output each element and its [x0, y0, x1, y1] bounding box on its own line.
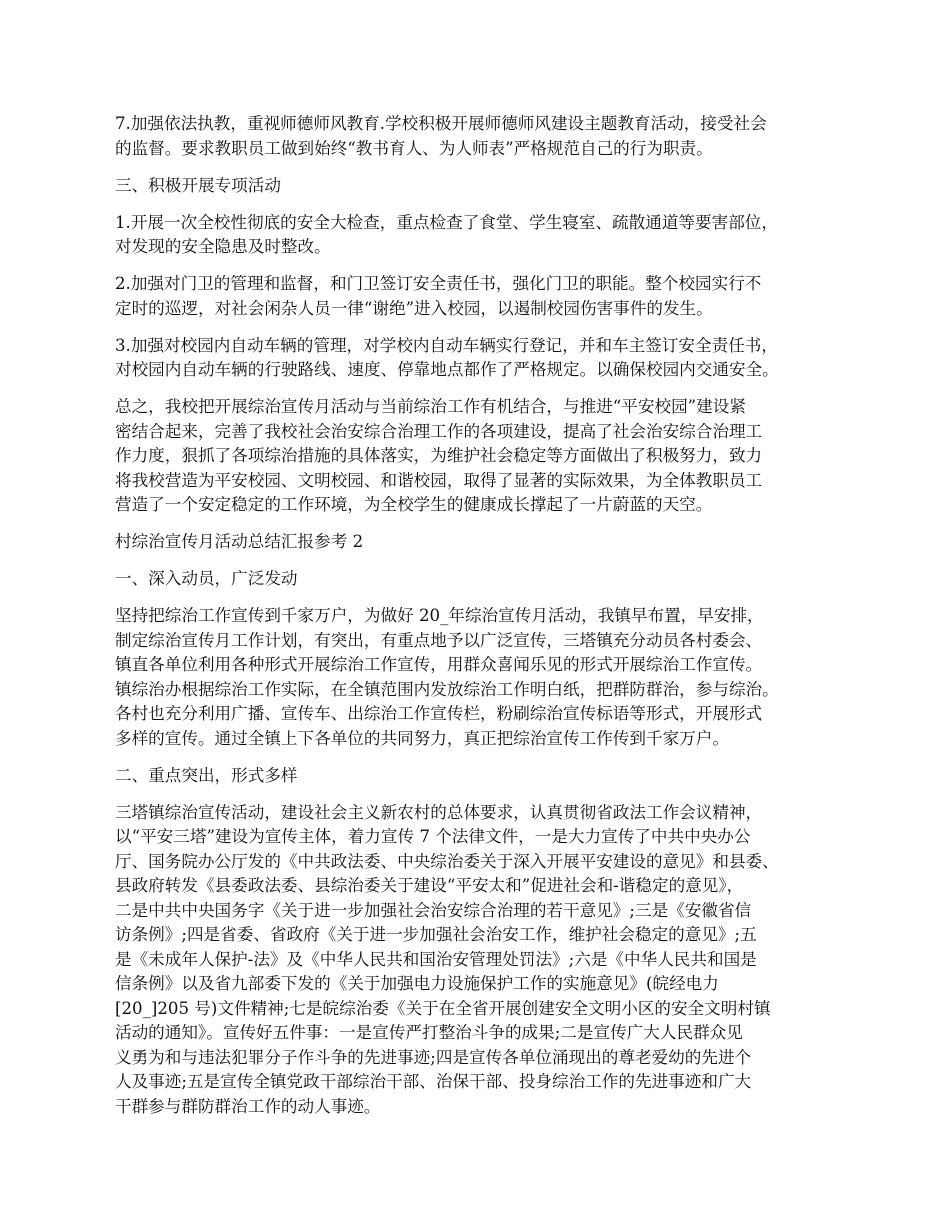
- paragraph-item-3: 3.加强对校园内自动车辆的管理，对学校内自动车辆实行登记，并和车主签订安全责任书， 对校园内自动车辆的行驶路线、速度、停靠地点都作了严格规定。以确保校园内交通安全。: [115, 335, 779, 379]
- section-heading-3: 三、积极开展专项活动: [115, 175, 281, 195]
- document-page: [115, 112, 855, 1132]
- paragraph-item-7: 7.加强依法执教，重视师德师风教育.学校积极开展师德师风建设主题教育活动，接受社会 的监督。要求教职员工做到始终“教书育人、为人师表”严格规范自己的行为职责。: [115, 114, 767, 158]
- section-heading-1: 一、深入动员，广泛发动: [115, 569, 298, 588]
- paragraph-summary: 总之，我校把开展综治宣传月活动与当前综治工作有机结合，与推进“平安校园”建设紧 密结合起来，完善了我校社会治安综合治理工作的各项建设，提高了社会治安综合治理工 作力度，狠抓了各项综治措施的具体落实，为维护社会稳定等方面做出了积极努力，致力 将我校营造为平安校园、文明校园、和谐校园，取得了显著的实际效果，为全体教职员工 营造了一个安定稳定的工作环境，为全校学生的健康成长撑起了一片蔚蓝的天空。: [115, 397, 763, 514]
- section-heading-2: 二、重点突出，形式多样: [115, 765, 298, 785]
- paragraph-mobilization: 坚持把综治工作宣传到千家万户，为做好 20_年综治宣传月活动，我镇早布置，早安排， 制定综治宣传月工作计划，有突出，有重点地予以广泛宣传，三塔镇充分动员各村委会、 镇直各单位利用各种形式开展综治工作宣传，用群众喜闻乐见的形式开展综治工作宣传。 镇综治办根据综治工作实际，在全镇范围内发放综治工作明白纸，把群防群治，参与综治。 各村也充分利用广播、宣传车、出综治工作宣传栏，粉刷综治宣传标语等形式，开展形式 多样的宣传。通过全镇上下各单位的共同努力，真正把综治宣传工作传到千家万户。: [115, 606, 779, 748]
- paragraph-item-1: 1.开展一次全校性彻底的安全大检查，重点检查了食堂、学生寝室、疏散通道等要害部位， 对发现的安全隐患及时整改。: [115, 212, 778, 256]
- document-title-2: 村综治宣传月活动总结汇报参考 2: [115, 532, 364, 551]
- paragraph-item-2: 2.加强对门卫的管理和监督，和门卫签订安全责任书，强化门卫的职能。整个校园实行不 定时的巡逻，对社会闲杂人员一律“谢绝”进入校园，以遏制校园伤害事件的发生。: [115, 274, 762, 318]
- paragraph-publicity: 三塔镇综治宣传活动，建设社会主义新农村的总体要求，认真贯彻省政法工作会议精神， 以“平安三塔”建设为宣传主体，着力宣传 7 个法律文件，一是大力宣传了中共中央办公 厅、国务院办公厅发的《中共政法委、中央综治委关于深入开展平安建设的意见》和县委、 县政府转发《县委政法委、县综治委关于建设“平安太和”促进社会和-谐稳定的意见》， 二是中共中央国务字《关于进一步加强社会治安综合治理的若干意见》;三是《安徽省信 访条例》;四是省委、省政府《关于进一步加强社会治安工作，维护社会稳定的意见》;五 是《未成年人保护-法》及《中华人民共和国治安管理处罚法》;六是《中华人民共和国是 信条例》以及省九部委下发的《关于加强电力设施保护工作的实施意见》(皖经电力 [20_]205 号)文件精神;七是皖综治委《关于在全省开展创建安全文明小区的安全文明村镇 活动的通知》。宣传好五件事：一是宣传严打整治斗争的成果;二是宣传广大人民群众见 义勇为和与违法犯罪分子作斗争的先进事迹;四是宣传各单位涌现出的尊老爱幼的先进个 人及事迹;五是宣传全镇党政干部综治干部、治保干部、投身综治工作的先进事迹和广大 干群参与群防群治工作的动人事迹。: [115, 802, 779, 1116]
